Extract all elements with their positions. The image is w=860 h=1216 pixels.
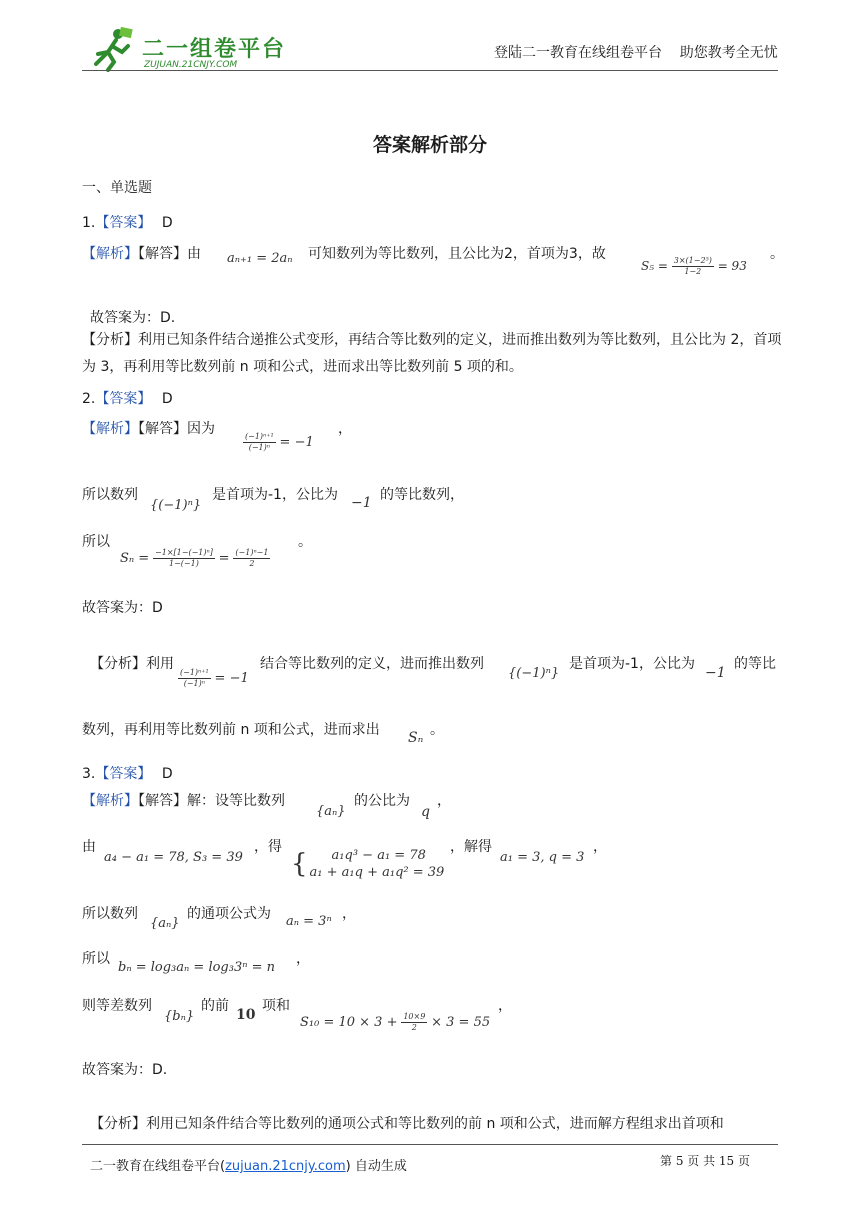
- q1-s5-frac: [672, 256, 714, 277]
- q2-analysis-num: (−1)ⁿ⁺¹: [180, 668, 209, 677]
- page-number: 第 5 页 共 15 页: [660, 1154, 750, 1168]
- q2-ratio-den: (−1)ⁿ: [248, 443, 270, 452]
- q1-period: 。: [770, 246, 784, 262]
- jieda-label: 【解答】: [138, 793, 187, 809]
- q2-sn-num1: −1×[1−(−1)ⁿ]: [155, 548, 213, 557]
- jiexi-label: 【解析】: [82, 421, 138, 437]
- q3-seq-b: {bₙ}: [164, 1009, 195, 1024]
- page-title: 答案解析部分: [372, 134, 487, 156]
- q1-s5-rhs: = 93: [717, 259, 747, 273]
- q1-s5-num: 3×(1−2⁵): [673, 256, 712, 265]
- q3-s10-b: × 3 = 55: [431, 1015, 491, 1030]
- brace-icon: {: [291, 849, 308, 879]
- q3-given: a₄ − a₁ = 78, S₃ = 39: [104, 850, 243, 865]
- q2-fenxi-f: 。: [430, 722, 444, 738]
- q1-conclusion: 故答案为：D.: [90, 310, 176, 326]
- q1-recurrence: aₙ₊₁ = 2aₙ: [227, 251, 293, 266]
- q3-line3-b: 的通项公式为: [187, 906, 271, 922]
- header-logo: [88, 26, 288, 76]
- jieda-label: 【解答】: [138, 421, 187, 437]
- q2-ratio-rhs: = −1: [279, 435, 314, 450]
- q2-sn-symbol: Sₙ: [408, 730, 424, 746]
- q2-fenxi-b: 结合等比数列的定义，进而推出数列: [260, 656, 484, 672]
- q2-ratio: [243, 432, 314, 453]
- logo-text: 二一组卷平台: [142, 37, 287, 62]
- answer-label: 【答案】: [95, 215, 152, 231]
- q1-s5-den: 1−2: [684, 267, 702, 276]
- q3-formula-an: aₙ = 3ⁿ: [286, 914, 332, 929]
- q1-jieda-text-a: 由: [187, 246, 201, 262]
- q3-line5-c: 项和: [262, 998, 290, 1014]
- q3-comma5: ，: [498, 998, 512, 1014]
- q1-s5-lhs: S₅ =: [641, 259, 668, 273]
- q2-sn-eq: =: [218, 551, 230, 566]
- q2-analysis-line1: [90, 653, 174, 673]
- q1-answer: D: [161, 215, 173, 231]
- q3-system-eq2: a₁ + a₁q + a₁q² = 39: [309, 865, 445, 880]
- q2-conclusion: 故答案为：D: [82, 600, 163, 616]
- q2-analysis-ratio: [178, 668, 249, 689]
- q2-sn-lhs: Sₙ =: [120, 551, 150, 566]
- q3-comma2: ，: [593, 839, 607, 855]
- q3-jieda-text-b: 的公比为: [354, 793, 410, 809]
- q3-answer: D: [161, 766, 173, 782]
- q2-ratio-num: (−1)ⁿ⁺¹: [245, 432, 274, 441]
- q1-jieda-text-b: 可知数列为等比数列，且公比为2，首项为3，故: [308, 246, 606, 262]
- q3-comma3: ，: [342, 906, 356, 922]
- q1-jieda-line: [82, 243, 201, 263]
- header-divider: [82, 70, 778, 71]
- q3-line2-c: ，解得: [450, 839, 492, 855]
- q2-fenxi-c: 是首项为-1，公比为: [569, 656, 695, 672]
- fenxi-label: 【分析】: [82, 332, 138, 348]
- q3-system-brace: [291, 847, 444, 881]
- q3-s10-formula: [300, 1012, 490, 1033]
- q3-system: [291, 847, 444, 881]
- q3-line5-b: 的前: [201, 998, 229, 1014]
- fenxi-label: 【分析】: [90, 1116, 146, 1132]
- q3-line3-a: 所以数列: [82, 906, 138, 922]
- q2-fenxi-a: 利用: [146, 656, 174, 672]
- q3-seq-a2: {aₙ}: [150, 916, 180, 931]
- q3-system-rows: [310, 847, 445, 881]
- answer-label: 【答案】: [95, 391, 152, 407]
- q3-comma4: ，: [296, 951, 310, 967]
- q3-seq-a: {aₙ}: [316, 804, 346, 819]
- q2-analysis-frac: [178, 668, 211, 689]
- q2-comma: ，: [338, 421, 352, 437]
- q2-line2-c: 的等比数列，: [380, 487, 464, 503]
- q3-ten: 10: [236, 1007, 256, 1023]
- q2-sn-formula: [120, 548, 270, 569]
- q2-ratio-value: −1: [351, 495, 372, 511]
- footer-source-b: ) 自动生成: [345, 1159, 407, 1174]
- section-heading: 一、单选题: [82, 180, 152, 196]
- q3-jieda-line: [82, 790, 285, 810]
- q2-sn-den2: 2: [249, 559, 255, 568]
- q2-sn-den1: 1−(−1): [169, 559, 199, 568]
- jiexi-label: 【解析】: [82, 246, 138, 262]
- q3-line2-a: 由: [82, 839, 96, 855]
- q1-answer-line: [82, 212, 173, 232]
- q2-line2-b: 是首项为-1，公比为: [212, 487, 338, 503]
- runner-logo-icon: [88, 26, 136, 72]
- q2-line3-a: 所以: [82, 534, 110, 550]
- q3-line2-b: ，得: [254, 839, 282, 855]
- q2-analysis-q: −1: [705, 665, 726, 681]
- q1-s5-formula: [641, 256, 747, 277]
- q1-analysis: [82, 327, 782, 381]
- q3-solution: a₁ = 3, q = 3: [500, 850, 585, 865]
- jieda-label: 【解答】: [138, 246, 187, 262]
- q3-formula-bn: bₙ = log₃aₙ = log₃3ⁿ = n: [118, 960, 276, 975]
- q3-answer-line: [82, 763, 173, 783]
- q3-s10-a: S₁₀ = 10 × 3 +: [300, 1015, 398, 1030]
- q2-number: 2.: [82, 391, 96, 407]
- q2-analysis-den: (−1)ⁿ: [183, 679, 205, 688]
- q3-s10-num: 10×9: [403, 1012, 426, 1021]
- q2-jieda-line: [82, 418, 215, 438]
- q2-ratio-frac: [243, 432, 276, 453]
- q3-s10-den: 2: [411, 1023, 417, 1032]
- jiexi-label: 【解析】: [82, 793, 138, 809]
- q2-line2-a: 所以数列: [82, 487, 138, 503]
- header-slogan: 登陆二一教育在线组卷平台 助您教考全无忧: [494, 45, 778, 61]
- q2-period: 。: [298, 534, 312, 550]
- q2-sn-frac1: [153, 548, 215, 569]
- q3-analysis: [90, 1113, 724, 1133]
- q3-jieda-text-a: 解：设等比数列: [187, 793, 285, 809]
- q3-line5-a: 则等差数列: [82, 998, 152, 1014]
- q2-analysis-rhs: = −1: [214, 671, 249, 686]
- q2-sn-num2: (−1)ⁿ−1: [235, 548, 269, 557]
- q3-system-eq1: a₁q³ − a₁ = 78: [331, 848, 426, 863]
- answer-label: 【答案】: [95, 766, 152, 782]
- q2-seq: {(−1)ⁿ}: [150, 498, 202, 513]
- q3-number: 3.: [82, 766, 96, 782]
- q3-line4-a: 所以: [82, 951, 110, 967]
- q1-analysis-text: 利用已知条件结合递推公式变形，再结合等比数列的定义，进而推出数列为等比数列，且公比为 2，首项为 3，再利用等比数列前 n 项和公式，进而求出等比数列前 5 项的和。: [82, 332, 782, 375]
- q2-sn-frac2: [233, 548, 270, 569]
- fenxi-label: 【分析】: [90, 656, 146, 672]
- footer-source: [90, 1155, 407, 1174]
- footer-divider: [82, 1144, 778, 1145]
- q3-s10-frac: [401, 1012, 427, 1033]
- logo-subtext: ZUJUAN.21CNJY.COM: [144, 60, 238, 70]
- q3-analysis-text: 利用已知条件结合等比数列的通项公式和等比数列的前 n 项和公式，进而解方程组求出首项和: [146, 1116, 724, 1132]
- q3-q-symbol: q: [421, 804, 430, 820]
- footer-source-a: 二一教育在线组卷平台(: [90, 1159, 226, 1174]
- q2-fenxi-d: 的等比: [734, 656, 776, 672]
- q2-analysis-seq: {(−1)ⁿ}: [508, 666, 560, 681]
- q2-fenxi-e: 数列，再利用等比数列前 n 项和公式，进而求出: [82, 722, 380, 738]
- q3-comma: ，: [437, 793, 451, 809]
- q1-number: 1.: [82, 215, 96, 231]
- q2-answer-line: [82, 388, 173, 408]
- footer-link[interactable]: zujuan.21cnjy.com: [225, 1159, 346, 1174]
- q3-conclusion: 故答案为：D.: [82, 1062, 168, 1078]
- q2-jieda-text-a: 因为: [187, 421, 215, 437]
- q2-answer: D: [161, 391, 173, 407]
